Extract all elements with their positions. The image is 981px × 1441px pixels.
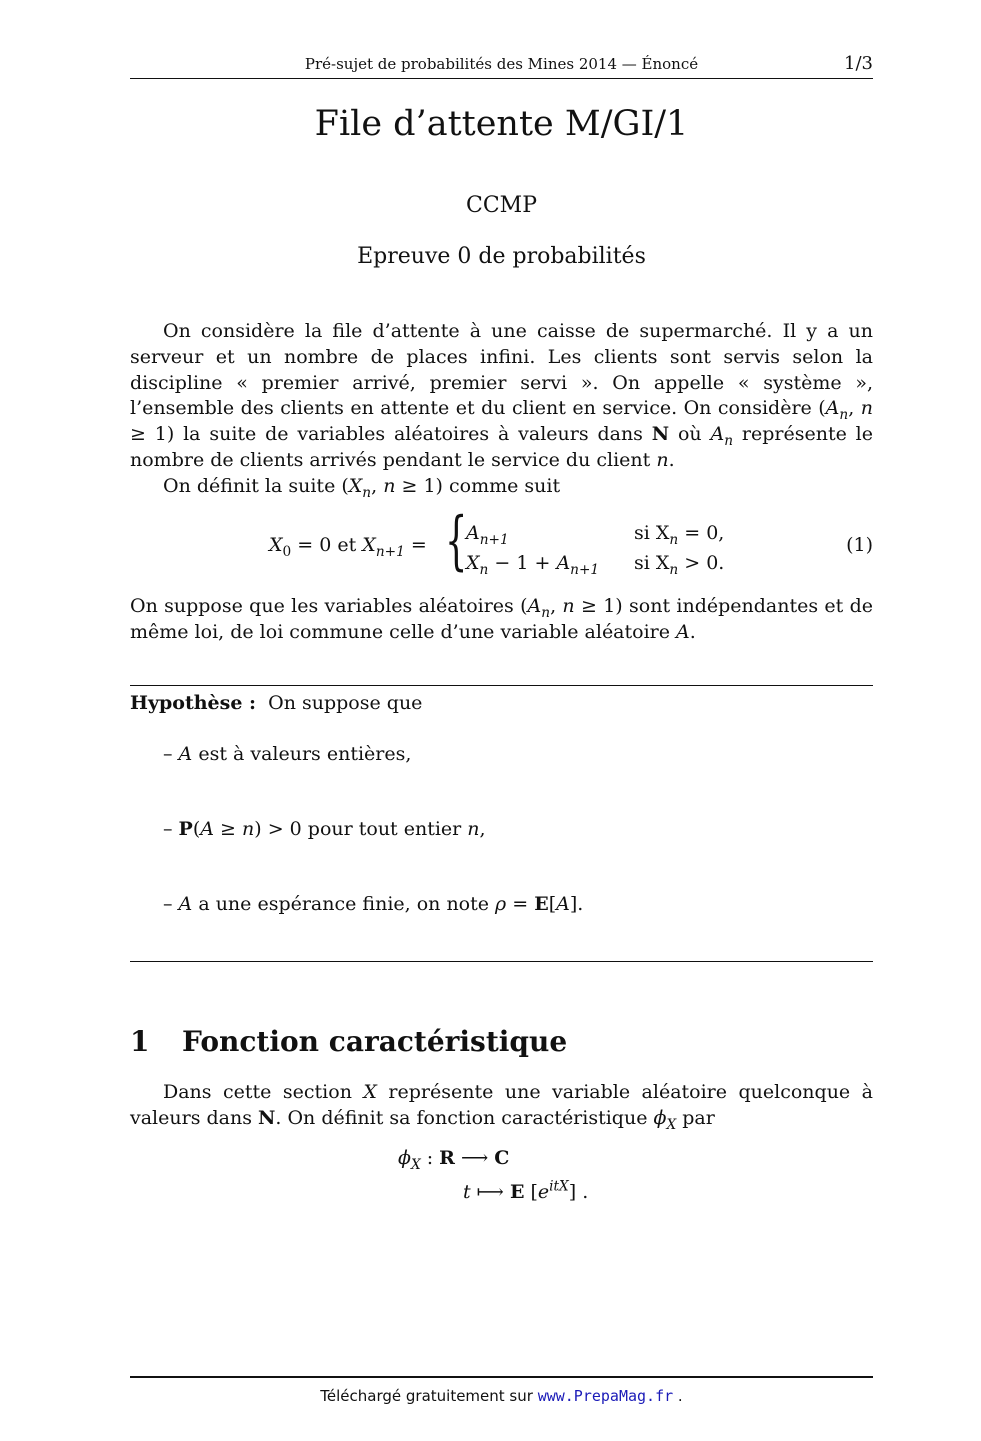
running-header [130, 52, 873, 79]
intro-paragraph: On considère la file d’attente à une caisse de supermarché. Il y a un serveur et un nombre de places infini. Les clients sont servis selon la discipline « premier arrivé, premier servi ». On appelle « système », l’ensemble des clients en attente et du client en service. On considère ($A_n$, n ≥ 1) la suite de variables aléatoires à valeurs dans N où $A_n$ représente le nombre de clients arrivés pendant le service du client n. [130, 320, 873, 471]
equation-lhs: $X_0 = 0$ et $X_{n+1}$ = [269, 534, 427, 560]
page-number: 1/3 [844, 53, 873, 74]
hypothesis-bottom-rule [130, 961, 873, 962]
phi-definition-line-2: t ⟼ E $[e^{itX}]$ . [463, 1178, 589, 1203]
equation-cond-1: si $X_n = 0$, [634, 522, 725, 548]
equation-1 [130, 504, 873, 580]
running-title: Pré-sujet de probabilités des Mines 2014 — Énoncé [304, 55, 699, 73]
document-title: File d’attente M/GI/1 [314, 104, 689, 144]
prepamag-link[interactable]: www.PrepaMag.fr [537, 1387, 674, 1405]
equation-case-1: $A_{n+1}$ [466, 522, 509, 548]
phi-definition-line-1: $\phi_X$ : R ⟶ C [398, 1147, 510, 1173]
subtitle-ccmp: CCMP [466, 193, 537, 218]
equation-cond-2: si $X_n > 0$. [634, 552, 725, 578]
hypothesis-item: – A a une espérance finie, on note ρ = E[A]. [163, 893, 584, 915]
footer-rule [130, 1376, 873, 1378]
subtitle-epreuve: Epreuve 0 de probabilités [357, 244, 646, 269]
footer: Téléchargé gratuitement sur www.PrepaMag.fr . [320, 1387, 683, 1405]
equation-number: (1) [846, 534, 873, 556]
page [130, 0, 873, 1441]
hypothesis-item: – P(A ≥ n) > 0 pour tout entier n, [163, 818, 486, 840]
section-1-paragraph: Dans cette section X représente une variable aléatoire quelconque à valeurs dans N. On définit sa fonction caractéristique $\phi_X$ par [130, 1081, 873, 1133]
independence-paragraph: On suppose que les variables aléatoires ($A_n$, n ≥ 1) sont indépendantes et de même loi, de loi commune celle d’une variable aléatoire A. [130, 595, 873, 643]
sequence-definition-intro: On définit la suite ($X_n$, n ≥ 1) comme suit [163, 475, 561, 501]
hypothesis-heading: Hypothèse : On suppose que [130, 692, 423, 714]
equation-case-2: $X_n - 1 + A_{n+1}$ [466, 552, 600, 578]
left-brace: { [445, 504, 468, 578]
hypothesis-top-rule [130, 685, 873, 686]
section-heading: 1 Fonction caractéristique [130, 1025, 568, 1058]
hypothesis-item: – A est à valeurs entières, [163, 743, 412, 765]
